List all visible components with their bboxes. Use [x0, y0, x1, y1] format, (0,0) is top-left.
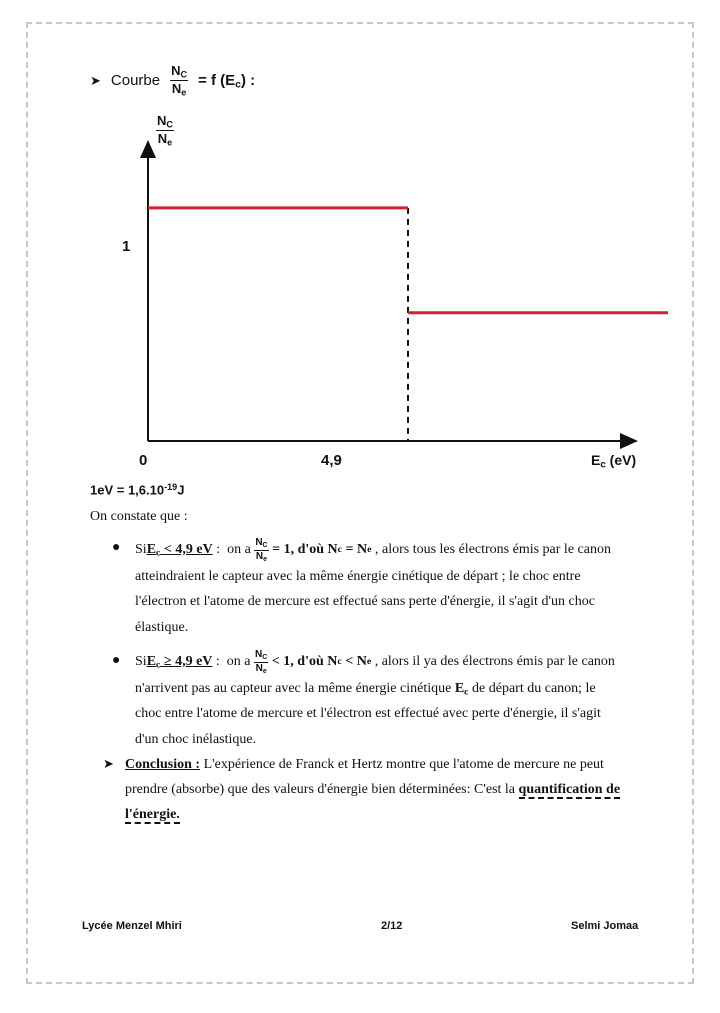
footer-school: Lycée Menzel Mhiri: [82, 920, 182, 932]
bullet1-line3: l'électron et l'atome de mercure est effectué sans perte d'énergie, il s'agit d'un choc: [135, 594, 595, 609]
intro-text: On constate que :: [90, 509, 188, 524]
x-tick-4-9: 4,9: [321, 452, 342, 469]
bullet2-line2: n'arrivent pas au capteur avec la même énergie cinétique $E_c$ de départ du canon; le: [135, 681, 596, 698]
x-axis-label: $E_c$ (eV): [591, 452, 637, 471]
conclusion-line3: l'énergie.: [125, 807, 180, 822]
chart: [0, 0, 720, 480]
bullet2-line1: Si $E_c \ge 4,9$ eV : on a $\frac{N_C}{N_e}$ < 1, d'où N c < N e , alors il ya des électrons émis par le canon: [135, 649, 615, 675]
title-fraction: $\frac{N_C}{N_e}$: [171, 63, 188, 98]
bullet2-line3: choc entre l'atome de mercure et l'électron est effectué avec perte d'énergie, il s'agit: [135, 706, 601, 721]
ev-conversion: $1eV = 1,6.10^{-19}J$: [90, 482, 185, 498]
bullet1-line4: élastique.: [135, 620, 189, 635]
bullet-dot-icon: ●: [112, 540, 121, 555]
bullet1-line2: atteindraient le capteur avec la même énergie cinétique de départ ; le choc entre: [135, 569, 581, 584]
bullet2-line4: d'un choc inélastique.: [135, 732, 257, 747]
footer-author: Selmi Jomaa: [571, 920, 639, 932]
conclusion-line2: prendre (absorbe) que des valeurs d'énergie bien déterminées: C'est la quantification de: [125, 782, 621, 797]
conclusion-line1: Conclusion : L'expérience de Franck et Hertz montre que l'atome de mercure ne peut: [125, 757, 604, 772]
bullet-dot-icon: ●: [112, 653, 121, 668]
bullet1-line1: Si $E_c < 4,9$ eV : on a $\frac{N_C}{N_e}$ = 1, d'où N c = N e , alors tous les électrons émis par le canon: [135, 537, 611, 563]
arrow-bullet-icon: ➤: [90, 72, 101, 88]
conclusion-arrow-icon: ➤: [103, 756, 114, 771]
footer-page-number: 2/12: [381, 920, 403, 932]
y-axis-label: $\frac{N_C}{N_e}$: [157, 113, 173, 148]
x-tick-0: 0: [139, 452, 148, 469]
curve-label: Courbe: [110, 72, 161, 90]
title-function: = f $(E_c)$ :: [198, 71, 256, 91]
y-tick-1: 1: [122, 238, 131, 255]
